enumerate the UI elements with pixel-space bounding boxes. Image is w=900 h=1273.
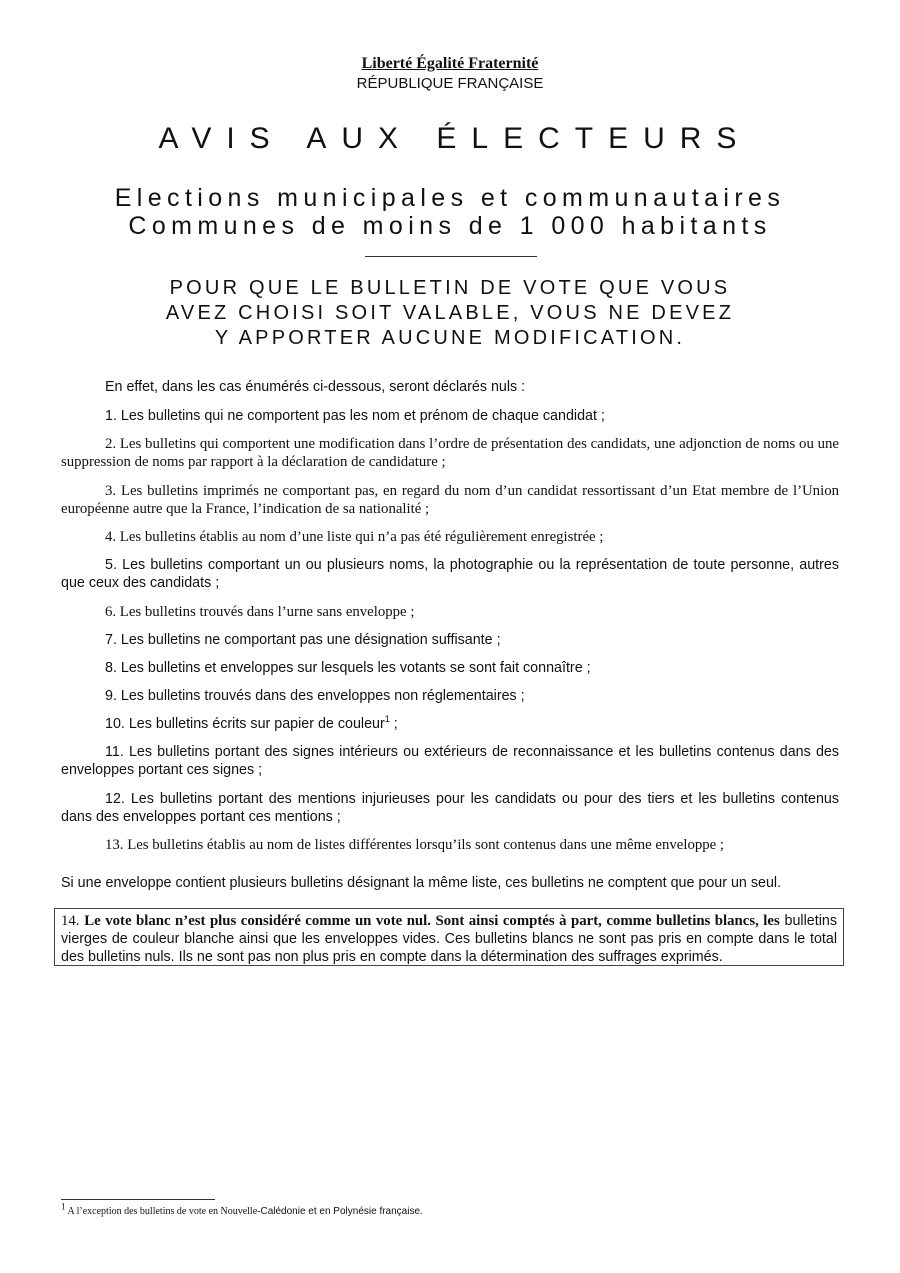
title-divider xyxy=(365,256,537,257)
warning-line-1: POUR QUE LE BULLETIN DE VOTE QUE VOUS xyxy=(169,277,731,299)
footnote-divider xyxy=(61,1199,215,1200)
list-item-11: 11. Les bulletins portant des signes intérieurs ou extérieurs de reconnaissance et les bulletins contenus dans des enveloppes portant ces signes ; xyxy=(61,744,839,778)
subtitle-elections: Elections municipales et communautaires xyxy=(114,184,786,212)
list-item-6: 6. Les bulletins trouvés dans l’urne sans enveloppe ; xyxy=(105,604,415,620)
warning-line-3: Y APPORTER AUCUNE MODIFICATION. xyxy=(214,327,686,349)
list-item-5: 5. Les bulletins comportant un ou plusieurs noms, la photographie ou la représentation de toute personne, autres que ceux des candidats ; xyxy=(61,557,839,591)
list-item-10-text: 10. Les bulletins écrits sur papier de couleur xyxy=(105,716,385,732)
list-item-12: 12. Les bulletins portant des mentions injurieuses pour les candidats ou pour des tiers et les bulletins contenus dans des enveloppes portant ces mentions ; xyxy=(61,791,839,825)
list-item-9: 9. Les bulletins trouvés dans des enveloppes non réglementaires ; xyxy=(105,688,525,704)
list-item-10-tail: ; xyxy=(389,716,398,732)
list-item-4: 4. Les bulletins établis au nom d’une liste qui n’a pas été régulièrement enregistrée ; xyxy=(105,529,604,545)
footnote xyxy=(61,1201,761,1218)
intro-paragraph: En effet, dans les cas énumérés ci-dessous, seront déclarés nuls : xyxy=(105,379,526,395)
list-item-13: 13. Les bulletins établis au nom de listes différentes lorsqu’ils sont contenus dans une même enveloppe ; xyxy=(105,837,725,853)
blank-vote-lead: Le vote blanc n’est plus considéré comme un vote nul. Sont ainsi comptés à part, comme bulletins blancs, les xyxy=(84,913,780,929)
warning-line-2: AVEZ CHOISI SOIT VALABLE, VOUS NE DEVEZ xyxy=(165,302,735,324)
republic-motto: Liberté Égalité Fraternité xyxy=(361,55,539,72)
republic-name: RÉPUBLIQUE FRANÇAISE xyxy=(356,75,544,92)
footnote-text-c: . xyxy=(420,1206,423,1217)
list-item-8: 8. Les bulletins et enveloppes sur lesquels les votants se sont fait connaître ; xyxy=(105,660,591,676)
footnote-marker: 1 xyxy=(61,1201,66,1212)
footnote-text-a: A l’exception des bulletins de vote en Nouvelle- xyxy=(67,1206,261,1217)
list-item-3: 3. Les bulletins imprimés ne comportant pas, en regard du nom d’un candidat ressortissant d’un Etat membre de l’Union européenne autre que la France, l’indication de sa nationalité ; xyxy=(61,483,839,517)
list-item-10 xyxy=(61,715,839,733)
footnote-reference: 1 xyxy=(384,714,390,725)
list-item-7: 7. Les bulletins ne comportant pas une désignation suffisante ; xyxy=(105,632,501,648)
list-item-1: 1. Les bulletins qui ne comportent pas les nom et prénom de chaque candidat ; xyxy=(105,408,605,424)
subtitle-communes: Communes de moins de 1 000 habitants xyxy=(128,212,772,240)
footnote-text-b: Calédonie et en Polynésie française xyxy=(260,1206,421,1217)
blank-vote-text: bulletins vierges de couleur blanche ainsi que les enveloppes vides. Ces bulletins blancs ne sont pas pris en compte dans le total des bulletins nuls. Ils ne sont pas non plus pris en compte dans la détermination des suffrages exprimés. xyxy=(61,913,837,965)
list-item-2: 2. Les bulletins qui comportent une modification dans l’ordre de présentation des candidats, une adjonction de noms ou une suppression de noms par rapport à la déclaration de candidature ; xyxy=(61,436,839,470)
multiple-ballots-note: Si une enveloppe contient plusieurs bulletins désignant la même liste, ces bulletins ne comptent que pour un seul. xyxy=(61,875,782,891)
blank-vote-box xyxy=(54,908,844,966)
page-title: AVIS AUX ÉLECTEURS xyxy=(158,122,752,155)
blank-vote-number: 14. xyxy=(61,913,80,929)
